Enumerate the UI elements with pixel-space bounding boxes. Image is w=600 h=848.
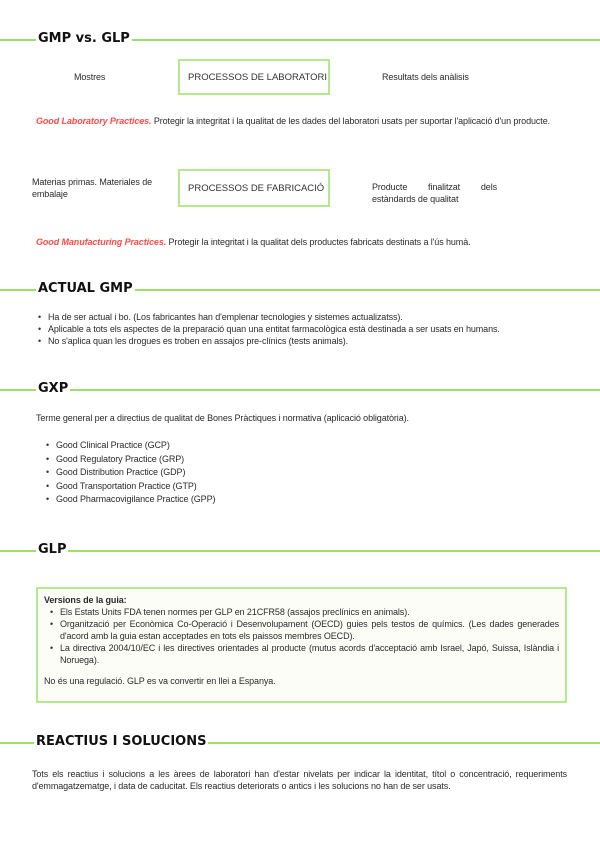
glp-guide-list — [48, 606, 559, 666]
glp-term: Good Laboratory Practices. — [36, 116, 152, 126]
section-glp — [0, 541, 600, 561]
section-title-actual-gmp: ACTUAL GMP — [38, 281, 133, 296]
gxp-intro: Terme general per a directius de qualitat de Bones Pràctiques i normativa (aplicació obligatòria). — [36, 413, 409, 423]
mfg-process-box — [178, 169, 330, 207]
section-title-glp: GLP — [38, 542, 67, 557]
glp-definition-text: Protegir la integritat i la qualitat de les dades del laboratori usats per suportar l'aplicació d'un producte. — [151, 116, 551, 126]
section-divider — [0, 389, 600, 391]
list-item: • Aplicable a tots els aspectes de la preparació quan una entitat farmacològica està destinada a ser usats en humans. — [36, 323, 566, 335]
mfg-process-label: PROCESSOS DE FABRICACIÓ — [188, 182, 325, 194]
actual-gmp-list — [36, 311, 566, 347]
list-item: • Good Pharmacovigilance Practice (GPP) — [44, 493, 544, 507]
mfg-output-label: Producte finalitzat dels estàndards de qualitat — [372, 182, 497, 204]
guide-heading: Versions de la guia: — [44, 595, 127, 605]
gmp-term: Good Manufacturing Practices. — [36, 237, 167, 247]
reactius-text: Tots els reactius i solucions a les àrees de laboratori han d'estar nivelats per indicar la identitat, títol o concentració, requeriments d'emmagatzematge, i data de caducitat. Els reactius deteriorats o antics i les solucions no han de ser usats. — [32, 769, 567, 791]
list-item: • Els Estats Units FDA tenen normes per GLP en 21CFR58 (assajos preclínics en animals). — [48, 606, 559, 618]
gxp-list — [44, 439, 544, 507]
lab-process-box — [178, 59, 330, 95]
lab-input-label: Mostres — [74, 72, 106, 82]
section-actual-gmp — [0, 280, 600, 300]
section-gxp — [0, 380, 600, 400]
section-divider — [0, 550, 600, 552]
glp-guide-box — [36, 587, 567, 703]
glp-definition — [36, 115, 566, 127]
list-item: • Ha de ser actual i bo. (Los fabricantes han d'emplenar tecnologies y sistemes actualizatss). — [36, 311, 566, 323]
gmp-definition-text: Protegir la integritat i la qualitat dels productes fabricats destinats a l'ús humà. — [166, 237, 471, 247]
list-item: • Organització per Econòmica Co-Operació i Desenvolupament (OECD) guies pels testos de químics. (Les dades generades d'acord amb la guia estan acceptades en tots els paissos membres OECD). — [48, 618, 559, 642]
list-item: • Good Transportation Practice (GTP) — [44, 480, 544, 494]
list-item: • Good Regulatory Practice (GRP) — [44, 453, 544, 467]
list-item: • Good Clinical Practice (GCP) — [44, 439, 544, 453]
list-item: • No s'aplica quan les drogues es troben en assajos pre-clínics (tests animals). — [36, 335, 566, 347]
section-title-reactius: REACTIUS I SOLUCIONS — [36, 734, 207, 749]
lab-process-label: PROCESSOS DE LABORATORI — [188, 71, 328, 83]
glp-note: No és una regulació. GLP es va convertir en llei a Espanya. — [44, 676, 276, 686]
gmp-definition — [36, 236, 566, 248]
lab-output-label: Resultats dels anàlisis — [382, 72, 469, 82]
section-reactius — [0, 733, 600, 753]
mfg-input-label: Materias primas. Materiales de embalaje — [32, 177, 153, 199]
list-item: • Good Distribution Practice (GDP) — [44, 466, 544, 480]
list-item: • La directiva 2004/10/EC i les directives orientades al producte (mutus acords d'acceptació amb Israel, Japó, Suissa, Islàndia i Noruega). — [48, 642, 559, 666]
section-gmp-vs-glp — [0, 30, 600, 50]
section-title-gmp-vs-glp: GMP vs. GLP — [38, 31, 130, 46]
section-title-gxp: GXP — [38, 381, 69, 396]
